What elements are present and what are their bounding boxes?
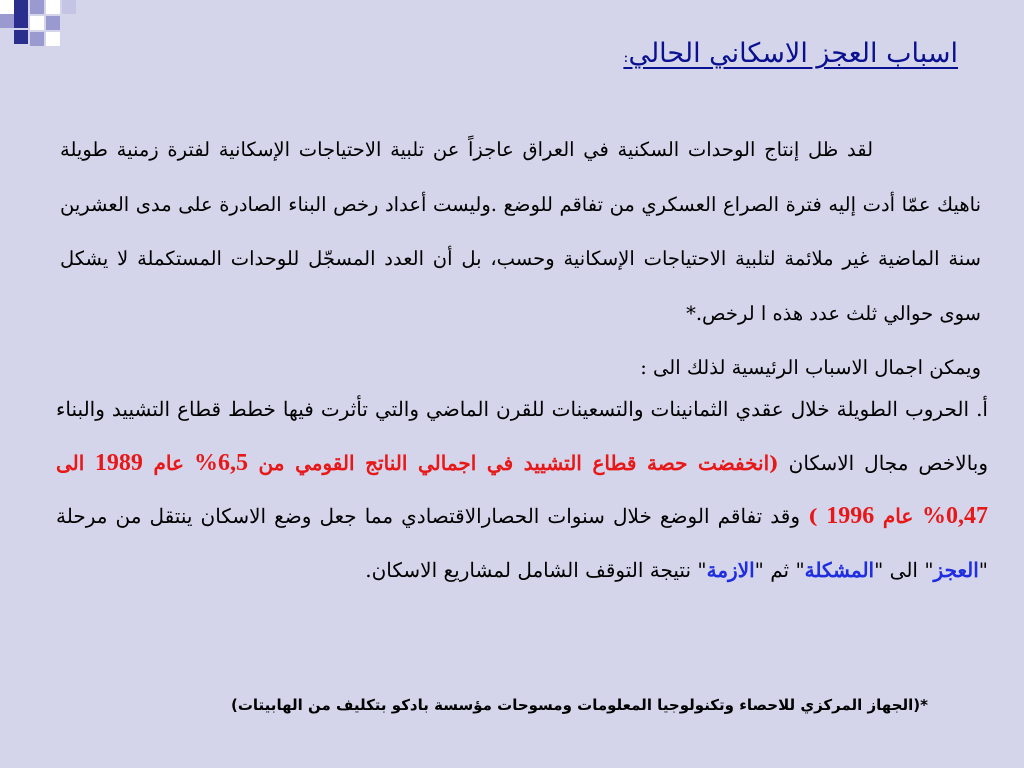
intro-line-1: لقد ظل إنتاج الوحدات السكنية في العراق عاجزاً عن تلبية الاحتياجات الإسكانية لفترة زمنية bbox=[116, 138, 874, 161]
red-year2-label: عام bbox=[874, 504, 922, 528]
intro-line-2: طويلة ناهيك عمّا أدت إليه فترة الصراع العسكري من تفاقم للوضع .وليست أعداد رخص البناء الصادرة bbox=[60, 138, 981, 216]
blue-problem: المشكلة bbox=[804, 557, 875, 582]
corner-decoration bbox=[0, 0, 90, 50]
num-year2: 1996 bbox=[826, 503, 875, 529]
red-highlight-open: (انخفضت حصة قطاع التشييد في اجمالي الناتج القومي من bbox=[247, 450, 779, 475]
title-text: اسباب العجز الاسكاني الحالي bbox=[628, 38, 958, 69]
point-a-text-5: " نتيجة التوقف الشامل لمشاريع الاسكان. bbox=[365, 557, 707, 582]
blue-deficit: العجز bbox=[933, 557, 979, 582]
source-note: *(الجهاز المركزي للاحصاء وتكنولوجيا المعلومات ومسوحات مؤسسة بادكو بتكليف من الهابيتات) bbox=[231, 696, 928, 714]
point-a-text-1: أ. الحروب الطويلة خلال عقدي الثمانينات والتسعينات للقرن الماضي والتي تأثرت فيها خطط قطاع التشييد والبناء وبالاخص مجال الاسكان bbox=[56, 397, 989, 475]
num-year1: 1989 bbox=[94, 449, 143, 476]
title-colon: : bbox=[623, 48, 629, 66]
red-year1-label: عام bbox=[142, 450, 184, 475]
intro-line-5: ويمكن اجمال الاسباب الرئيسية لذلك الى : bbox=[640, 356, 981, 379]
num-to: 0,47% bbox=[922, 503, 988, 529]
intro-paragraph bbox=[60, 123, 981, 396]
red-to: الى bbox=[56, 450, 95, 475]
intro-line-3: على مدى العشرين سنة الماضية غير ملائمة لتلبية الاحتياجات الإسكانية وحسب، بل أن العدد المسجّل bbox=[60, 192, 981, 270]
blue-crisis: الازمة bbox=[706, 557, 755, 582]
point-a-paragraph bbox=[56, 383, 988, 597]
red-close: ) bbox=[808, 504, 827, 528]
point-a-text-2: وقد تفاقم الوضع خلال سنوات الحصارالاقتصادي مما جعل وضع الاسكان ينتقل من مرحلة " bbox=[56, 504, 988, 582]
point-a-text-4: " ثم " bbox=[754, 557, 805, 582]
num-from: 6,5% bbox=[193, 449, 248, 476]
intro-line-4: للوحدات المستكملة لا يشكل سوى حوالي ثلث عدد هذه ا لرخص.* bbox=[60, 247, 981, 325]
point-a-text-3: " الى " bbox=[874, 557, 934, 582]
slide-title bbox=[623, 38, 958, 69]
